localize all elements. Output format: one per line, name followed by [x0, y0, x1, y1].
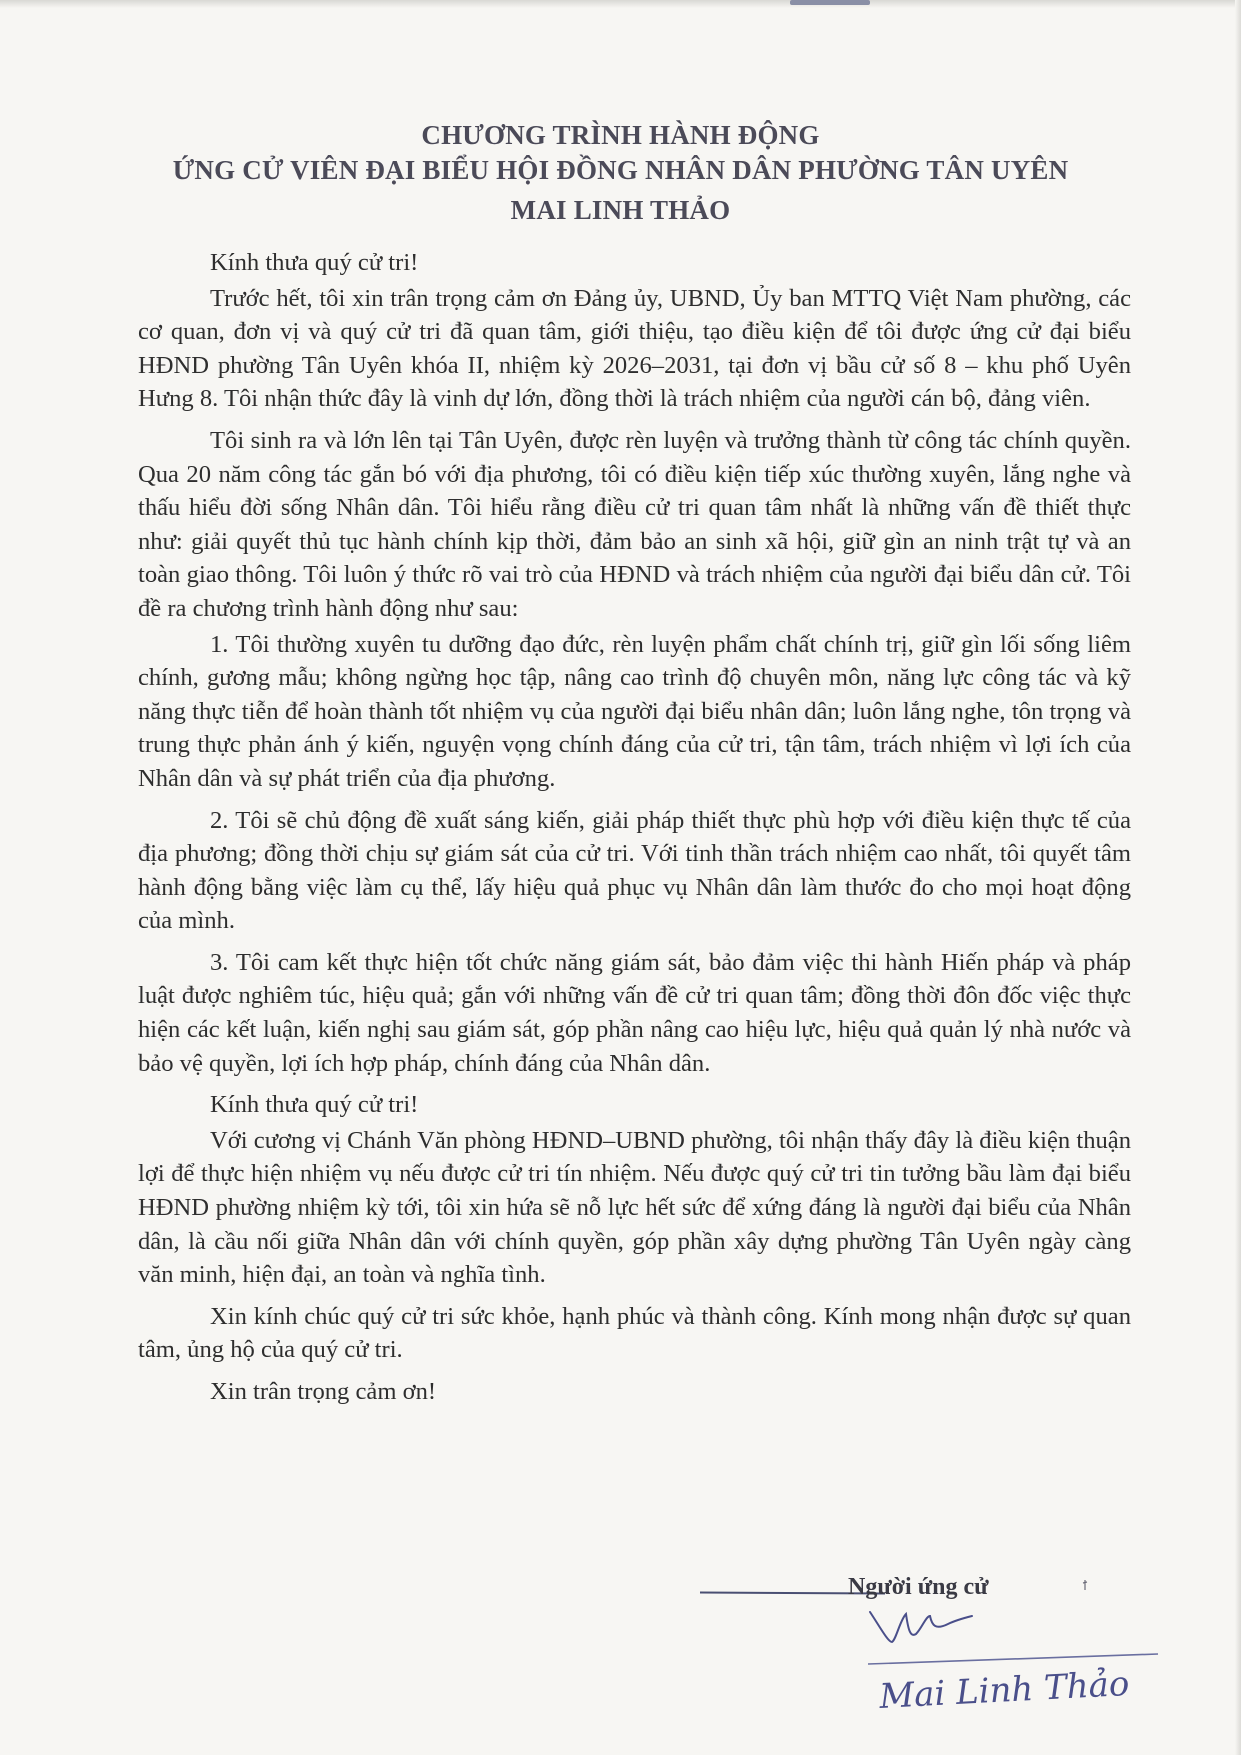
document-title: CHƯƠNG TRÌNH HÀNH ĐỘNG — [421, 120, 820, 150]
candidate-name: MAI LINH THẢO — [510, 195, 731, 225]
greeting-2: Kính thưa quý cử tri! — [210, 1091, 419, 1119]
action-item-3: 3. Tôi cam kết thực hiện tốt chức năng giám sát, bảo đảm việc thi hành Hiến pháp và pháp luật được nghiêm túc, hiệu quả; gắn với những vấn đề cử tri quan tâm; đồng thời đôn đốc việc thực hiện các kết luận, kiến nghị sau giám sát, góp phần nâng cao hiệu lực, hiệu quả quản lý nhà nước và bảo vệ quyền, lợi ích hợp pháp, chính đáng của Nhân dân. — [138, 948, 1131, 1077]
action-item-1: 1. Tôi thường xuyên tu dưỡng đạo đức, rèn luyện phẩm chất chính trị, giữ gìn lối sống liêm chính, gương mẫu; không ngừng học tập, nâng cao trình độ chuyên môn, năng lực công tác và kỹ năng thực tiễn để hoàn thành tốt nhiệm vụ của người đại biểu nhân dân; luôn lắng nghe, tôn trọng và trung thực phản ánh ý kiến, nguyện vọng chính đáng của cử tri, tận tâm, trách nhiệm vì lợi ích của Nhân dân và sự phát triển của địa phương. — [138, 630, 1131, 792]
closing-thanks: Xin trân trọng cảm ơn! — [210, 1378, 437, 1405]
action-item-2: 2. Tôi sẽ chủ động đề xuất sáng kiến, giải pháp thiết thực phù hợp với điều kiện thực tế của địa phương; đồng thời chịu sự giám sát của cử tri. Với tinh thần trách nhiệm cao nhất, tôi quyết tâm hành động bằng việc làm cụ thể, lấy hiệu quả phục vụ Nhân dân làm thước đo cho mọi hoạt động của mình. — [138, 806, 1131, 935]
paragraph-commitment: Với cương vị Chánh Văn phòng HĐND–UBND phường, tôi nhận thấy đây là điều kiện thuận lợi để thực hiện nhiệm vụ nếu được cử tri tín nhiệm. Nếu được quý cử tri tin tưởng bầu làm đại biểu HĐND phường nhiệm kỳ tới, tôi xin hứa sẽ nỗ lực hết sức để xứng đáng là người đại biểu của Nhân dân, là cầu nối giữa Nhân dân với chính quyền, góp phần xây dựng phường Tân Uyên ngày càng văn minh, hiện đại, an toàn và nghĩa tình. — [138, 1126, 1131, 1289]
scan-top-mark — [790, 0, 870, 5]
handwritten-name-text: Mai Linh Thảo — [878, 1663, 1131, 1717]
handwritten-name — [868, 1650, 1188, 1730]
ink-speck — [1080, 1578, 1090, 1594]
paragraph-intro: Trước hết, tôi xin trân trọng cảm ơn Đảng ủy, UBND, Ủy ban MTTQ Việt Nam phường, các cơ quan, đơn vị và quý cử tri đã quan tâm, giới thiệu, tạo điều kiện để tôi được ứng cử đại biểu HĐND phường Tân Uyên khóa II, nhiệm kỳ 2026–2031, tại đơn vị bầu cử số 8 – khu phố Uyên Hưng 8. Tôi nhận thức đây là vinh dự lớn, đồng thời là trách nhiệm của người cán bộ, đảng viên. — [138, 284, 1131, 413]
paragraph-background: Tôi sinh ra và lớn lên tại Tân Uyên, được rèn luyện và trưởng thành từ công tác chính quyền. Qua 20 năm công tác gắn bó với địa phương, tôi có điều kiện tiếp xúc thường xuyên, lắng nghe và thấu hiểu đời sống Nhân dân. Tôi hiểu rằng điều cử tri quan tâm nhất là những vấn đề thiết thực như: giải quyết thủ tục hành chính kịp thời, đảm bảo an sinh xã hội, giữ gìn an ninh trật tự và an toàn giao thông. Tôi luôn ý thức rõ vai trò của HĐND và trách nhiệm của người đại biểu dân cử. Tôi đề ra chương trình hành động như sau: — [138, 426, 1131, 622]
document-subtitle: ỨNG CỬ VIÊN ĐẠI BIỂU HỘI ĐỒNG NHÂN DÂN PHƯỜNG TÂN UYÊN — [172, 155, 1069, 185]
scan-right-edge — [1235, 0, 1241, 1755]
signature-mark — [860, 1602, 1040, 1652]
signature-label: Người ứng cử — [848, 1574, 989, 1600]
greeting: Kính thưa quý cử tri! — [210, 249, 419, 276]
document-body — [138, 246, 1131, 1409]
paragraph-wishes: Xin kính chúc quý cử tri sức khỏe, hạnh phúc và thành công. Kính mong nhận được sự quan tâm, ủng hộ của quý cử tri. — [138, 1302, 1131, 1364]
scan-top-shadow — [0, 0, 1241, 8]
